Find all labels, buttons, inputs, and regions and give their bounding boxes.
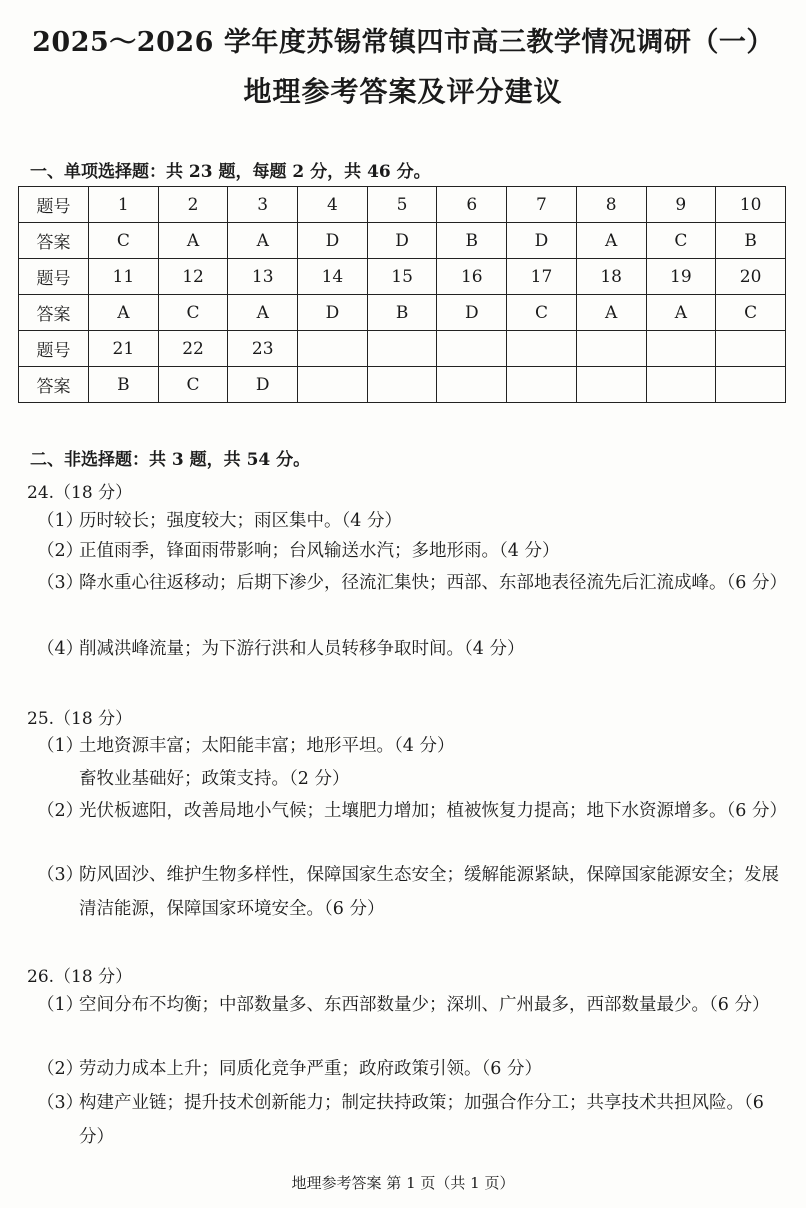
answer-cell: C (89, 223, 159, 259)
question-number-cell: 20 (716, 259, 786, 295)
answer-cell: A (228, 223, 298, 259)
row-label-answer: 答案 (19, 295, 89, 331)
question-number-cell: 5 (367, 187, 437, 223)
question-number-cell: 9 (646, 187, 716, 223)
item-text: 土地资源丰富；太阳能丰富；地形平坦。（4 分） (79, 736, 455, 756)
q25-item-1 (37, 729, 787, 763)
question-number-cell: 7 (507, 187, 577, 223)
question-number-cell: 2 (158, 187, 228, 223)
row-label-question: 题号 (19, 187, 89, 223)
answer-row (19, 295, 786, 331)
item-index: （1） (37, 995, 84, 1015)
row-label-answer: 答案 (19, 223, 89, 259)
item-index: （2） (37, 541, 84, 561)
question-number-cell: 14 (298, 259, 368, 295)
q24-item-2 (37, 534, 787, 568)
answer-cell: D (228, 367, 298, 403)
answer-cell: D (367, 223, 437, 259)
q26-item-2 (37, 1052, 787, 1086)
answer-cell (437, 367, 507, 403)
answer-cell: C (646, 223, 716, 259)
answer-cell (576, 367, 646, 403)
q25-item-2 (37, 794, 787, 828)
page-footer: 地理参考答案 第 1 页（共 1 页） (291, 1174, 515, 1192)
section2-heading: 二、非选择题：共 3 题，共 54 分。 (30, 450, 311, 470)
answer-cell: A (576, 295, 646, 331)
item-text: 空间分布不均衡；中部数量多、东西部数量少；深圳、广州最多，西部数量最少。（6 分） (79, 995, 770, 1015)
item-text: 削减洪峰流量；为下游行洪和人员转移争取时间。（4 分） (79, 639, 525, 659)
question-number-cell (576, 331, 646, 367)
answer-cell: C (507, 295, 577, 331)
q25-item-3 (37, 858, 787, 926)
question-number-cell: 23 (228, 331, 298, 367)
section1-heading: 一、单项选择题：共 23 题，每题 2 分，共 46 分。 (30, 162, 431, 182)
item-index: （1） (37, 511, 84, 531)
question-number-cell (437, 331, 507, 367)
question-number-cell: 8 (576, 187, 646, 223)
item-index: （4） (37, 639, 84, 659)
question-number-cell: 21 (89, 331, 159, 367)
q26-item-3 (37, 1086, 787, 1154)
q25-item-1-continuation: 畜牧业基础好；政策支持。（2 分） (79, 769, 350, 789)
answer-cell: B (716, 223, 786, 259)
item-index: （3） (37, 865, 84, 885)
question-number-cell (646, 331, 716, 367)
item-text: 降水重心往返移动；后期下渗少，径流汇集快；西部、东部地表径流先后汇流成峰。（6 分） (79, 573, 787, 593)
answer-row (19, 223, 786, 259)
item-text: 光伏板遮阳，改善局地小气候；土壤肥力增加；植被恢复力提高；地下水资源增多。（6 分） (79, 801, 787, 821)
answer-cell: B (89, 367, 159, 403)
row-label-question: 题号 (19, 331, 89, 367)
answer-cell: A (228, 295, 298, 331)
answer-cell: B (367, 295, 437, 331)
row-label-question: 题号 (19, 259, 89, 295)
question-24-number: 24.（18 分） (27, 483, 133, 503)
item-text: 防风固沙、维护生物多样性，保障国家生态安全；缓解能源紧缺，保障国家能源安全；发展清洁能源，保障国家环境安全。（6 分） (79, 865, 779, 919)
question-25-number: 25.（18 分） (27, 709, 133, 729)
question-number-cell: 4 (298, 187, 368, 223)
question-number-cell (716, 331, 786, 367)
answer-cell: C (158, 295, 228, 331)
question-number-cell: 6 (437, 187, 507, 223)
question-26-number: 26.（18 分） (27, 967, 133, 987)
answer-cell: D (298, 295, 368, 331)
answer-cell: A (89, 295, 159, 331)
question-number-cell: 3 (228, 187, 298, 223)
item-text: 正值雨季，锋面雨带影响；台风输送水汽；多地形雨。（4 分） (79, 541, 560, 561)
answer-cell: D (298, 223, 368, 259)
answer-cell: A (646, 295, 716, 331)
question-number-cell: 1 (89, 187, 159, 223)
item-index: （2） (37, 1059, 84, 1079)
question-number-cell (507, 331, 577, 367)
answer-cell (367, 367, 437, 403)
answer-cell: D (437, 295, 507, 331)
answer-cell (716, 367, 786, 403)
answer-cell (646, 367, 716, 403)
document-title: 2025～2026 学年度苏锡常镇四市高三教学情况调研（一） (32, 27, 774, 58)
item-text: 历时较长；强度较大；雨区集中。（4 分） (79, 511, 402, 531)
answer-cell: A (576, 223, 646, 259)
question-number-row (19, 187, 786, 223)
question-number-cell: 15 (367, 259, 437, 295)
question-number-cell: 13 (228, 259, 298, 295)
document-subtitle: 地理参考答案及评分建议 (243, 75, 563, 108)
q24-item-3 (37, 566, 787, 600)
q24-item-4 (37, 632, 787, 666)
question-number-cell: 10 (716, 187, 786, 223)
question-number-cell: 19 (646, 259, 716, 295)
question-number-row (19, 331, 786, 367)
answer-cell (298, 367, 368, 403)
item-index: （3） (37, 573, 84, 593)
row-label-answer: 答案 (19, 367, 89, 403)
question-number-cell: 11 (89, 259, 159, 295)
item-index: （1） (37, 736, 84, 756)
q26-item-1 (37, 988, 787, 1022)
answer-table (18, 186, 786, 403)
item-index: （2） (37, 801, 84, 821)
answer-cell: A (158, 223, 228, 259)
answer-cell: C (716, 295, 786, 331)
question-number-cell (298, 331, 368, 367)
question-number-cell: 18 (576, 259, 646, 295)
answer-cell: D (507, 223, 577, 259)
question-number-cell: 16 (437, 259, 507, 295)
question-number-cell: 12 (158, 259, 228, 295)
item-text: 构建产业链；提升技术创新能力；制定扶持政策；加强合作分工；共享技术共担风险。（6 分） (79, 1093, 764, 1147)
answer-row (19, 367, 786, 403)
item-text: 劳动力成本上升；同质化竞争严重；政府政策引领。（6 分） (79, 1059, 542, 1079)
question-number-cell: 17 (507, 259, 577, 295)
q24-item-1 (37, 504, 787, 538)
question-number-row (19, 259, 786, 295)
answer-cell: C (158, 367, 228, 403)
answer-cell: B (437, 223, 507, 259)
question-number-cell: 22 (158, 331, 228, 367)
item-index: （3） (37, 1093, 84, 1113)
question-number-cell (367, 331, 437, 367)
answer-cell (507, 367, 577, 403)
